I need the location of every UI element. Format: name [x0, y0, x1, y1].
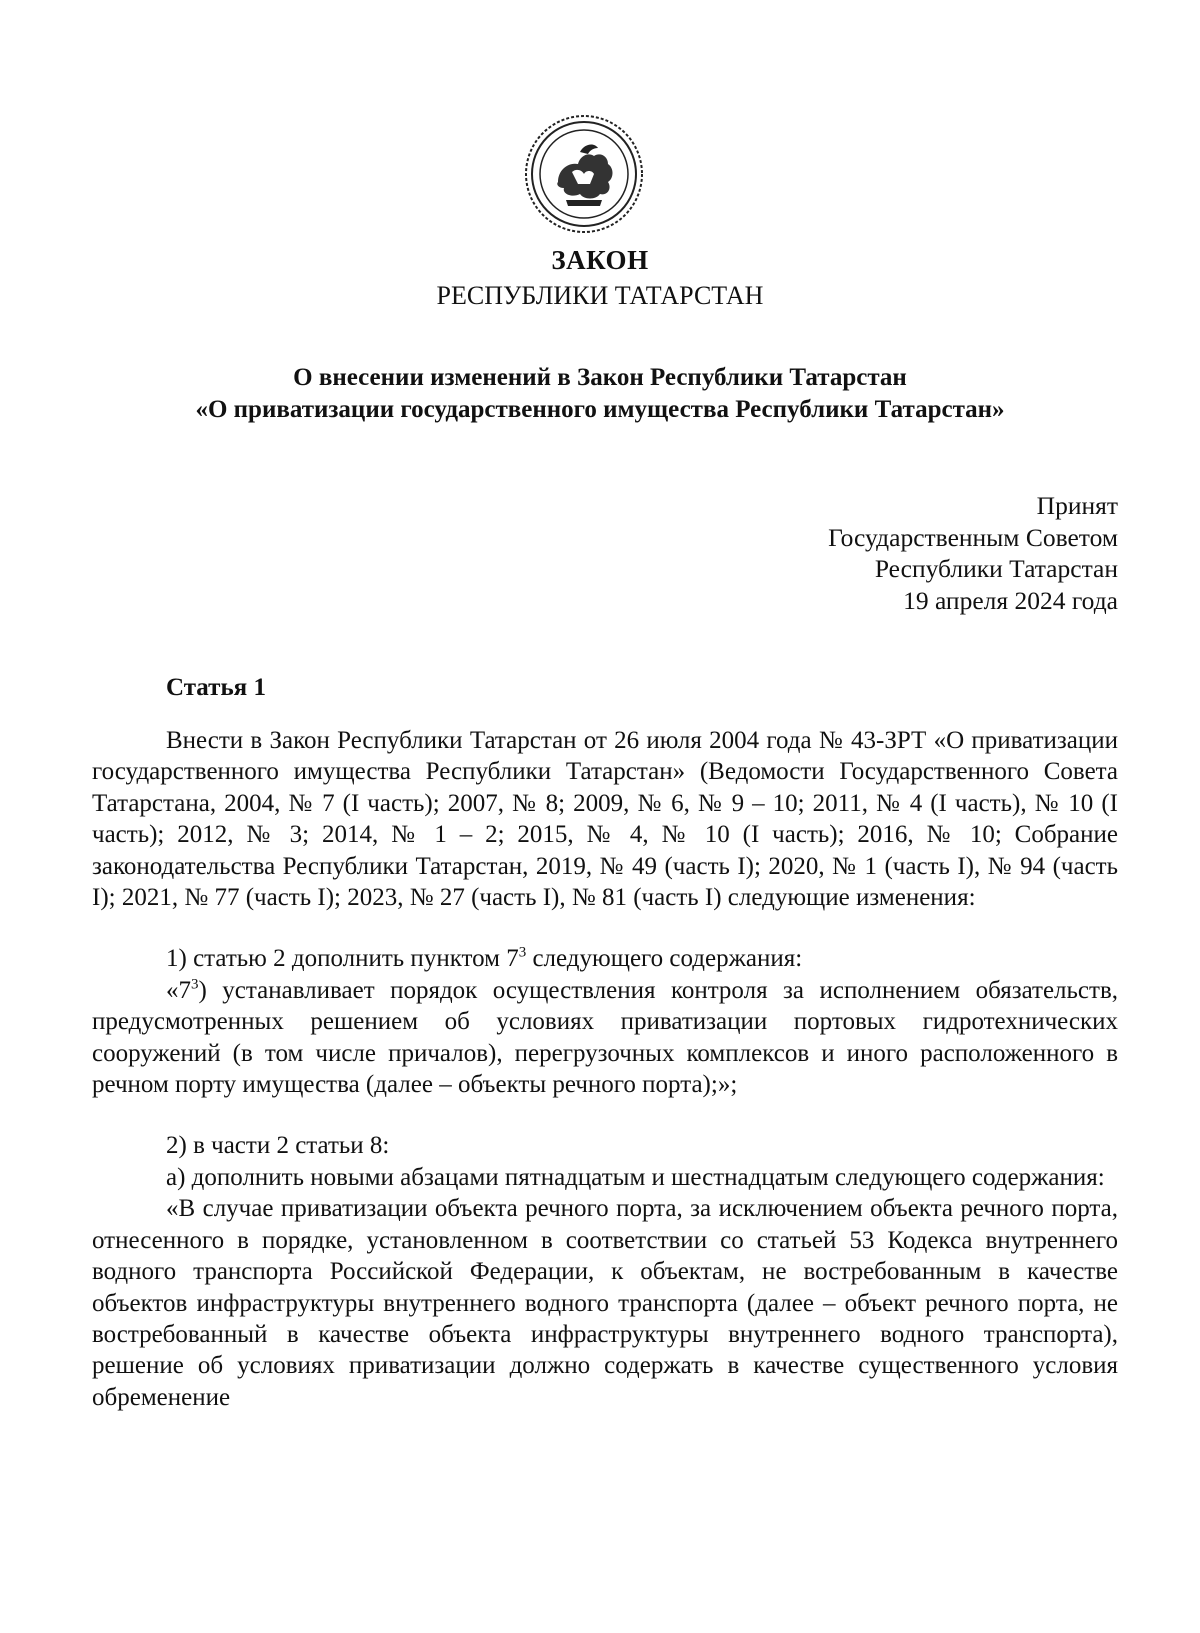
adoption-line: Государственным Советом	[828, 522, 1118, 552]
superscript: 3	[191, 976, 199, 993]
adoption-line: Принят	[1036, 491, 1118, 520]
law-heading	[0, 362, 1200, 426]
intro-paragraph: Внести в Закон Республики Татарстан от 26 июля 2004 года № 43-ЗРТ «О приватизации государственного имущества Республики Татарстан» (Ведомости Государственного Совета Татарстана, 2004, № 7 (I часть); 2007, № 8; 2009, № 6, № 9 – 10; 2011, № 4 (I часть), № 10 (I часть); 2012, № 3; 2014, № 1 – 2; 2015, № 4, № 10 (I часть); 2016, № 10; Собрание законодательства Республики Татарстан, 2019, № 49 (часть I); 2020, № 1 (часть I), № 94 (часть I); 2021, № 77 (часть I); 2023, № 27 (часть I), № 81 (часть I) следующие изменения:	[92, 727, 1118, 912]
law-heading-line-2: «О приватизации государственного имущества Республики Татарстан»	[195, 396, 1005, 423]
item-2-quote-paragraph: «В случае приватизации объекта речного порта, за исключением объекта речного порта, отнесенного в порядке, установленном в соответствии со статьей 53 Кодекса внутреннего водного транспорта Российской Федерации, к объектам, не востребованным в качестве объектов инфраструктуры внутреннего водного транспорта (далее – объект речного порта, не востребованный в качестве объекта инфраструктуры внутреннего водного транспорта), решение об условиях приватизации должно содержать в качестве существенного условия обременение	[92, 1195, 1118, 1411]
item-1-quote-paragraph	[92, 975, 1118, 1101]
adoption-line: Республики Татарстан	[874, 554, 1118, 583]
adoption-date: 19 апреля 2024 года	[903, 585, 1118, 615]
adoption-block	[828, 490, 1118, 616]
law-heading-line-1: О внесении изменений в Закон Республики Татарстан	[293, 364, 907, 391]
item-1-quote-start: «7	[166, 976, 191, 1004]
document-subtitle: РЕСПУБЛИКИ ТАТАРСТАН	[436, 281, 764, 310]
item-2a-paragraph: а) дополнить новыми абзацами пятнадцатым и шестнадцатым следующего содержания:	[166, 1163, 1105, 1191]
item-1-text: 1) статью 2 дополнить пунктом 7	[166, 945, 519, 973]
article-body	[92, 725, 1118, 1413]
item-2-paragraph: 2) в части 2 статьи 8:	[166, 1132, 390, 1160]
article-title: Статья 1	[166, 674, 266, 701]
document-title: ЗАКОН	[551, 245, 649, 275]
item-1-paragraph	[92, 943, 1118, 974]
item-1-text-tail: следующего содержания:	[526, 945, 803, 973]
superscript: 3	[518, 945, 527, 962]
item-1-quote-text: ) устанавливает порядок осуществления контроля за исполнением обязательств, предусмотренных решением об условиях приватизации портовых гидротехнических сооружений (в том числе причалов), перегрузочных комплексов и иного расположенного в речном порту имущества (далее – объекты речного порта);»;	[92, 976, 1118, 1099]
coat-of-arms-icon	[522, 112, 646, 236]
